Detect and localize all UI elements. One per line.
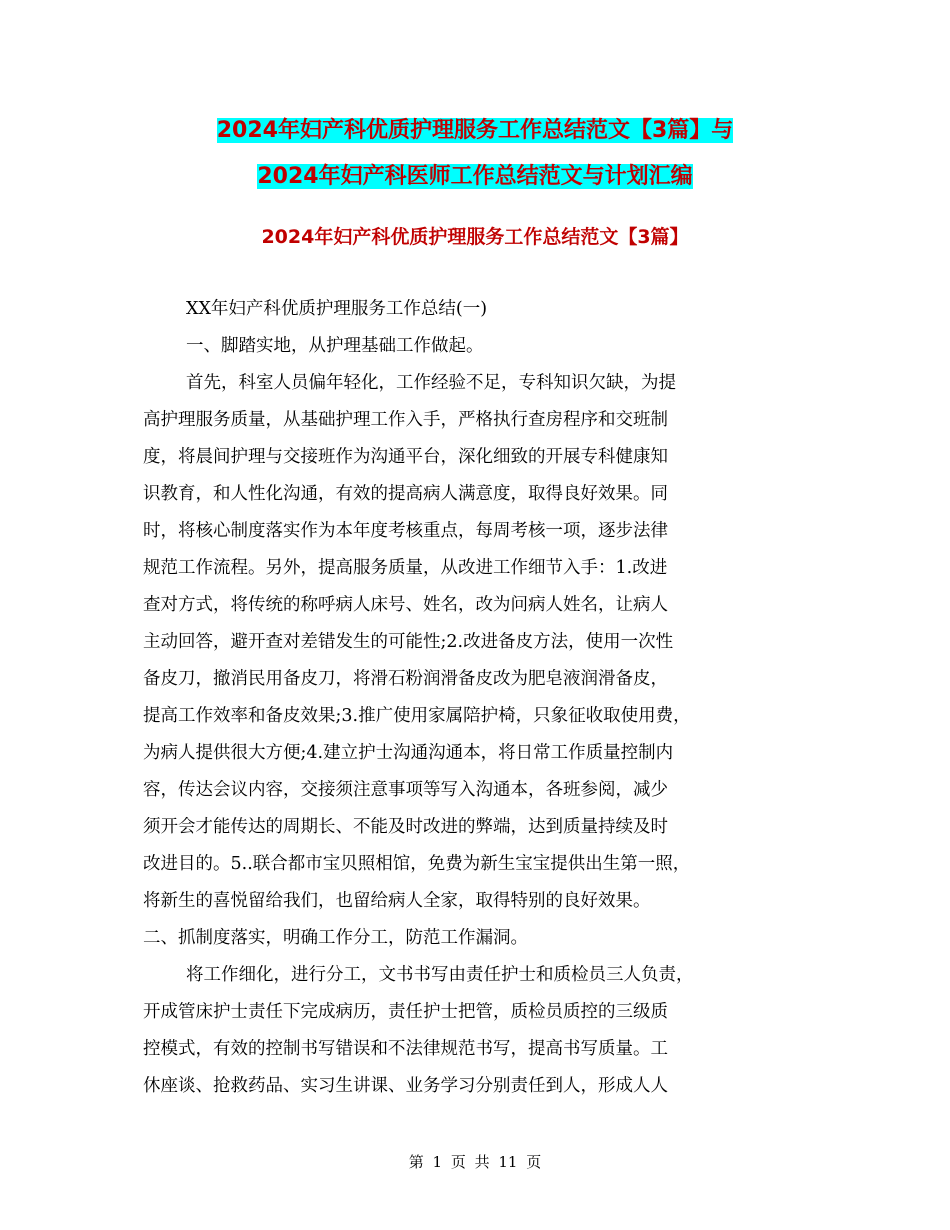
section-title: 2024年妇产科优质护理服务工作总结范文【3篇】 <box>261 226 689 248</box>
text-line: 一、脚踏实地，从护理基础工作做起。 <box>186 336 484 356</box>
text-line: 休座谈、抢救药品、实习生讲课、业务学习分别责任到人，形成人人 <box>143 1076 668 1096</box>
text-line: 提高工作效率和备皮效果;3.推广使用家属陪护椅，只象征收取使用费， <box>143 706 691 726</box>
text-line: 将工作细化，进行分工，文书书写由责任护士和质检员三人负责， <box>186 965 694 985</box>
text-line: 改进目的。5..联合都市宝贝照相馆，免费为新生宝宝提供出生第一照， <box>143 854 691 874</box>
text-line: 容，传达会议内容，交接须注意事项等写入沟通本，各班参阅，减少 <box>143 780 668 800</box>
text-line: 规范工作流程。另外，提高服务质量，从改进工作细节入手：1.改进 <box>143 558 668 578</box>
page-number-footer: 第 1 页 共 11 页 <box>408 1153 542 1171</box>
text-line: 度，将晨间护理与交接班作为沟通平台，深化细致的开展专科健康知 <box>143 447 668 467</box>
text-line: 二、抓制度落实，明确工作分工，防范工作漏洞。 <box>143 928 528 948</box>
text-line: 高护理服务质量，从基础护理工作入手，严格执行查房程序和交班制 <box>143 410 668 430</box>
text-line: XX年妇产科优质护理服务工作总结(一) <box>186 299 488 319</box>
text-line: 查对方式，将传统的称呼病人床号、姓名，改为问病人姓名，让病人 <box>143 595 668 615</box>
text-line: 首先，科室人员偏年轻化，工作经验不足，专科知识欠缺，为提 <box>186 373 676 393</box>
document-title-line-2: 2024年妇产科医师工作总结范文与计划汇编 <box>257 164 693 189</box>
text-line: 将新生的喜悦留给我们，也留给病人全家，取得特别的良好效果。 <box>143 891 651 911</box>
text-line: 主动回答，避开查对差错发生的可能性;2.改进备皮方法，使用一次性 <box>143 632 674 652</box>
text-line: 为病人提供很大方便;4.建立护士沟通沟通本，将日常工作质量控制内 <box>143 743 674 763</box>
text-line: 备皮刀，撤消民用备皮刀，将滑石粉润滑备皮改为肥皂液润滑备皮， <box>143 669 668 689</box>
text-line: 识教育，和人性化沟通，有效的提高病人满意度，取得良好效果。同 <box>143 484 668 504</box>
text-line: 开成管床护士责任下完成病历，责任护士把管，质检员质控的三级质 <box>143 1002 668 1022</box>
document-title <box>60 108 890 200</box>
text-line: 须开会才能传达的周期长、不能及时改进的弊端，达到质量持续及时 <box>143 817 668 837</box>
document-title-line-1: 2024年妇产科优质护理服务工作总结范文【3篇】与 <box>216 118 734 143</box>
text-line: 时，将核心制度落实作为本年度考核重点，每周考核一项，逐步法律 <box>143 521 668 541</box>
text-line: 控模式，有效的控制书写错误和不法律规范书写，提高书写质量。工 <box>143 1039 668 1059</box>
